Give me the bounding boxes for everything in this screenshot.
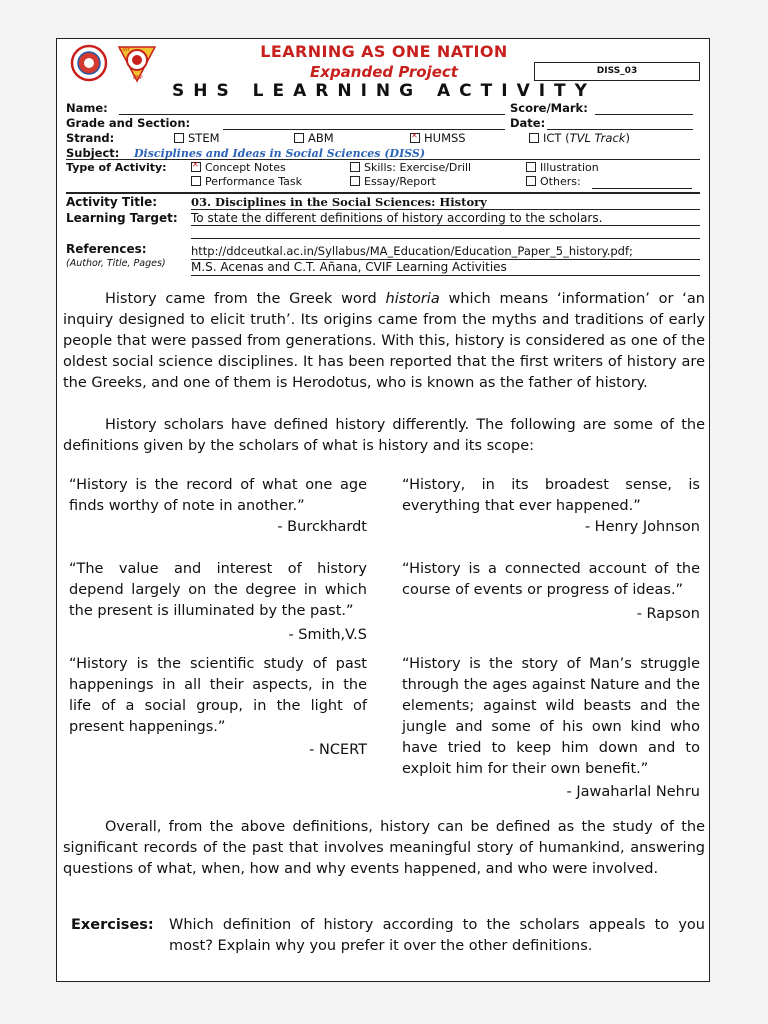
type-performance[interactable]: Performance Task <box>191 175 302 188</box>
quote-ncert: “History is the scientific study of past happenings in all their aspects, in the life of a social group, in the light of present happenings.” <box>69 656 367 735</box>
logo-text-dlp: DLP <box>133 75 143 81</box>
header-heading: SHS LEARNING ACTIVITY <box>172 81 596 101</box>
logo-text-cvif: CVIF <box>119 47 131 53</box>
exercises-label: Exercises: <box>71 917 154 933</box>
grade-label: Grade and Section: <box>66 116 191 130</box>
type-label: Type of Activity: <box>66 161 167 174</box>
strand-abm[interactable]: ABM <box>294 131 334 145</box>
name-label: Name: <box>66 101 108 115</box>
checkbox[interactable] <box>191 176 201 186</box>
subject-value: Disciplines and Ideas in Social Sciences (DISS) <box>134 147 426 160</box>
score-label: Score/Mark: <box>510 101 588 115</box>
checkbox[interactable] <box>174 133 184 143</box>
grade-field[interactable] <box>223 129 505 130</box>
checkbox[interactable] <box>526 162 536 172</box>
reference-authors: M.S. Acenas and C.T. Añana, CVIF Learning Activities <box>191 260 507 274</box>
quote-author: - Burckhardt <box>277 519 367 535</box>
quote-author: - Rapson <box>636 606 700 622</box>
strand-label: Strand: <box>66 131 115 145</box>
scholars-paragraph: History scholars have defined history differently. The following are some of the definitions given by the scholars of what is history and its scope: <box>63 417 705 454</box>
subject-label: Subject: <box>66 146 120 160</box>
checkbox-checked[interactable] <box>410 133 420 143</box>
divider <box>191 275 700 276</box>
header-subtitle: Expanded Project <box>310 63 458 81</box>
score-field[interactable] <box>595 114 693 115</box>
divider-thick <box>66 192 700 194</box>
date-field[interactable] <box>547 129 693 130</box>
quote-author: - NCERT <box>309 742 367 758</box>
type-others[interactable]: Others: <box>526 175 581 188</box>
name-field[interactable] <box>119 114 505 115</box>
checkbox[interactable] <box>294 133 304 143</box>
activity-title-value: 03. Disciplines in the Social Sciences: History <box>191 195 487 209</box>
strand-humss[interactable]: ✕ HUMSS <box>410 131 466 145</box>
type-concept-notes[interactable]: ✕ Concept Notes <box>191 161 286 174</box>
learning-target-label: Learning Target: <box>66 211 178 225</box>
type-skills[interactable]: Skills: Exercise/Drill <box>350 161 471 174</box>
divider <box>191 209 700 210</box>
learning-target-value: To state the different definitions of history according to the scholars. <box>191 211 603 225</box>
activity-sheet <box>56 38 710 982</box>
activity-title-label: Activity Title: <box>66 195 158 209</box>
checkbox[interactable] <box>526 176 536 186</box>
checkbox[interactable] <box>350 176 360 186</box>
checkbox-checked[interactable] <box>191 162 201 172</box>
quote-nehru: “History is the story of Man’s struggle through the ages against Nature and the elements; against wild beasts and the jungle and some of his own kind who have tried to keep him down and to exploit him for their own benefit.” <box>402 656 700 777</box>
quote-henry-johnson: “History, in its broadest sense, is everything that ever happened.” <box>402 477 700 514</box>
intro-paragraph: History came from the Greek word historia which means ‘information’ or ‘an inquiry designed to elicit truth’. Its origins came from the myths and traditions of early people that were passed from generations. With this, history is considered as one of the oldest social science disciplines. It has been reported that the first writers of history are the Greeks, and one of them is Herodotus, who is known as the father of history. <box>63 291 705 391</box>
reference-url: http://ddceutkal.ac.in/Syllabus/MA_Education/Education_Paper_5_history.pdf; <box>191 244 633 258</box>
divider <box>191 238 700 239</box>
divider <box>191 225 700 226</box>
quote-author: - Jawaharlal Nehru <box>566 784 700 800</box>
date-label: Date: <box>510 116 546 130</box>
quote-smith: “The value and interest of history depend largely on the degree in which the present is illuminated by the past.” <box>69 561 367 619</box>
checkbox[interactable] <box>529 133 539 143</box>
activity-code: DISS_03 <box>534 62 700 81</box>
quote-author: - Smith,V.S <box>288 627 367 643</box>
type-essay[interactable]: Essay/Report <box>350 175 436 188</box>
type-illustration[interactable]: Illustration <box>526 161 599 174</box>
exercises-text: Which definition of history according to the scholars appeals to you most? Explain why you prefer it over the other definitions. <box>169 917 705 954</box>
quote-author: - Henry Johnson <box>584 519 700 535</box>
divider <box>66 159 700 160</box>
conclusion-paragraph: Overall, from the above definitions, history can be defined as the study of the significant records of the past that involves meaningful story of humankind, answering questions of what, when, how and why events happened, and who were involved. <box>63 819 705 877</box>
quote-burckhardt: “History is the record of what one age finds worthy of note in another.” <box>69 477 367 514</box>
references-label: References: <box>66 242 147 256</box>
references-sublabel: (Author, Title, Pages) <box>66 258 166 269</box>
quote-rapson: “History is a connected account of the course of events or progress of ideas.” <box>402 561 700 598</box>
strand-ict[interactable]: ICT (TVL Track) <box>529 131 630 145</box>
strand-stem[interactable]: STEM <box>174 131 220 145</box>
header-title: LEARNING AS ONE NATION <box>260 42 508 61</box>
checkbox[interactable] <box>350 162 360 172</box>
others-field[interactable] <box>592 188 692 189</box>
